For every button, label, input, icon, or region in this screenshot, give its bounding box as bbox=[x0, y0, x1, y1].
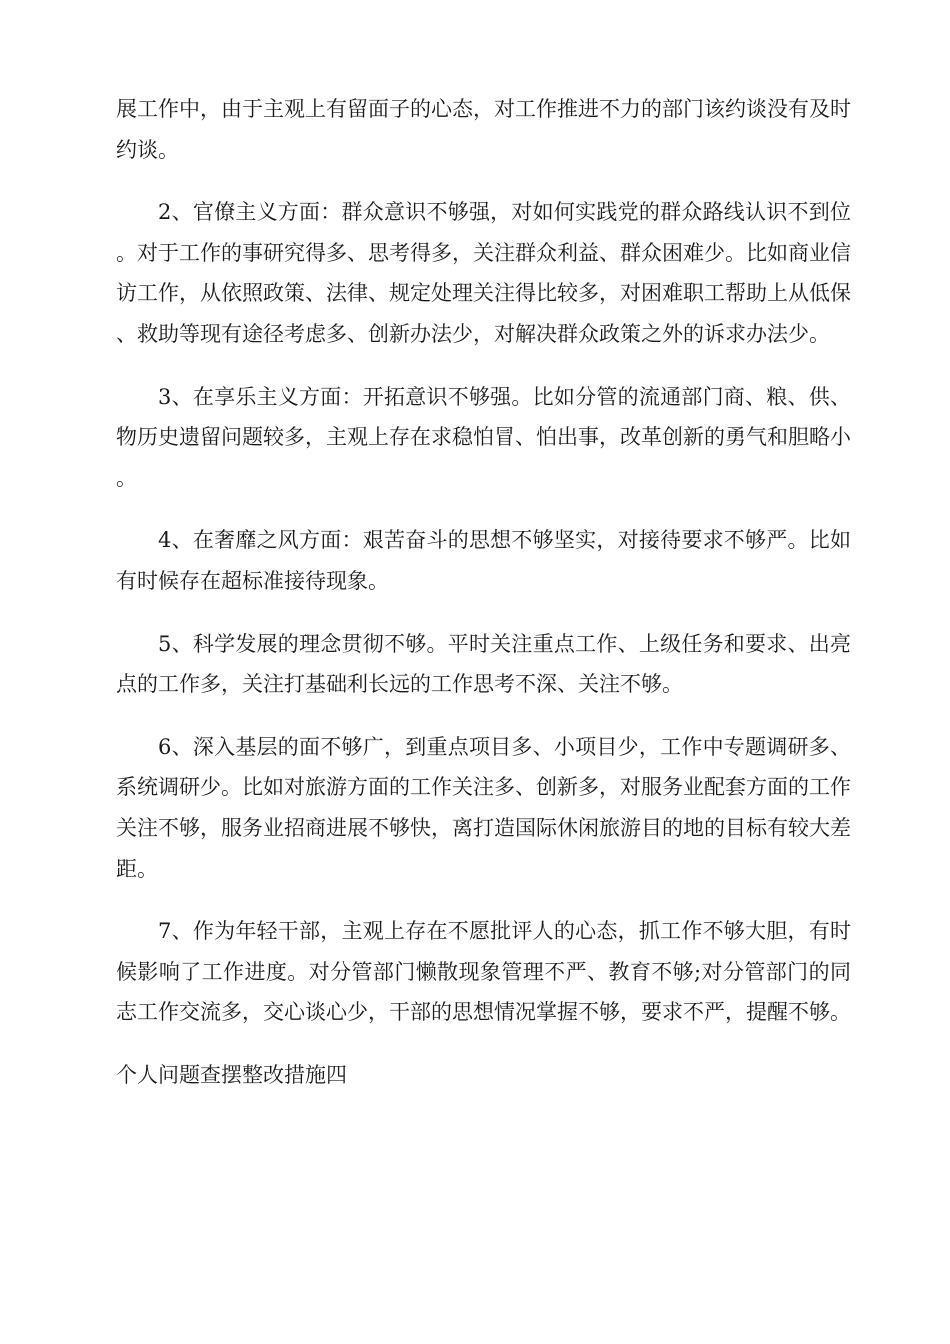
paragraph-item-7: 7、作为年轻干部，主观上存在不愿批评人的心态，抓工作不够大胆，有时候影响了工作进度。对分管部门懒散现象管理不严、教育不够;对分管部门的同志工作交流多，交心谈心少，干部的思想情况掌握不够，要求不严，提醒不够。 bbox=[116, 919, 851, 1025]
document-body bbox=[116, 89, 851, 1095]
paragraph-item-5: 5、科学发展的理念贯彻不够。平时关注重点工作、上级任务和要求、出亮点的工作多，关注打基础利长远的工作思考不深、关注不够。 bbox=[116, 631, 851, 697]
paragraph-item-2: 2、官僚主义方面：群众意识不够强，对如何实践党的群众路线认识不到位。对于工作的事研究得多、思考得多，关注群众利益、群众困难少。比如商业信访工作，从依照政策、法律、规定处理关注得比较多，对困难职工帮助上从低保、救助等现有途径考虑多、创新办法少，对解决群众政策之外的诉求办法少。 bbox=[116, 200, 851, 346]
paragraph-item-3: 3、在享乐主义方面：开拓意识不够强。比如分管的流通部门商、粮、供、物历史遗留问题较多，主观上存在求稳怕冒、怕出事，改革创新的勇气和胆略小。 bbox=[116, 384, 851, 490]
paragraph-continuation: 展工作中，由于主观上有留面子的心态，对工作推进不力的部门该约谈没有及时约谈。 bbox=[116, 97, 851, 162]
paragraph-item-6: 6、深入基层的面不够广，到重点项目多、小项目少，工作中专题调研多、系统调研少。比如对旅游方面的工作关注多、创新多，对服务业配套方面的工作关注不够，服务业招商进展不够快，离打造国际休闲旅游目的地的目标有较大差距。 bbox=[116, 734, 851, 881]
section-heading: 个人问题查摆整改措施四 bbox=[116, 1062, 347, 1087]
paragraph-item-4: 4、在奢靡之风方面：艰苦奋斗的思想不够坚实，对接待要求不够严。比如有时候存在超标准接待现象。 bbox=[116, 528, 851, 593]
